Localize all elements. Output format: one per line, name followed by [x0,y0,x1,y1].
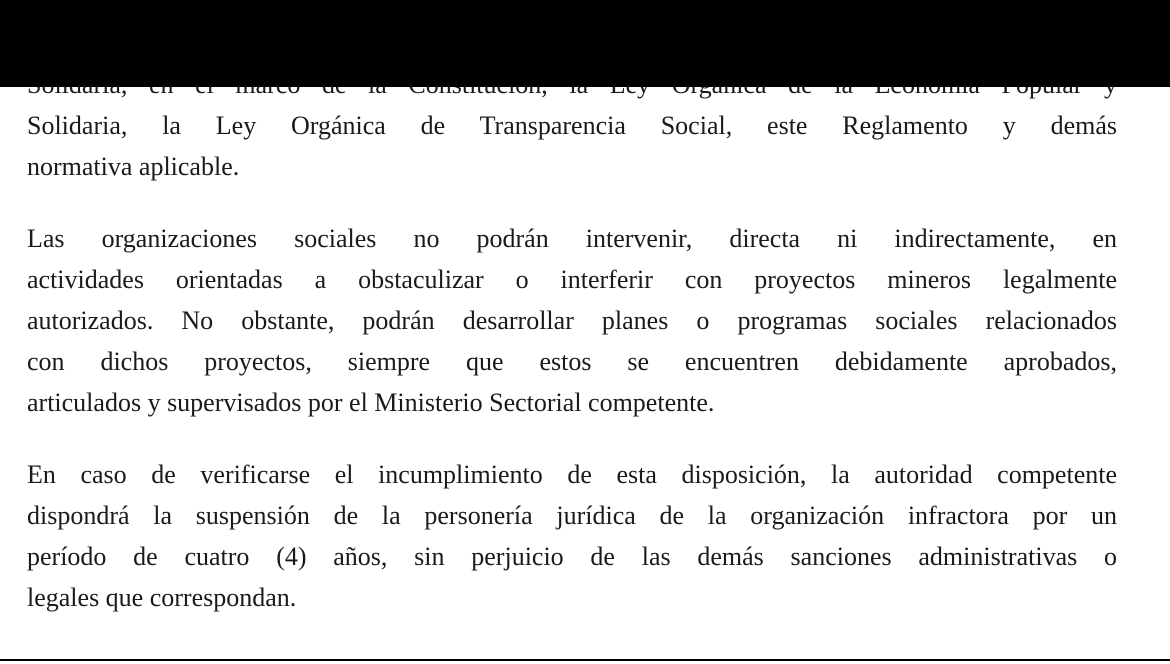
bottom-rule [0,659,1170,661]
text-line: legales que correspondan. [27,583,297,612]
paragraph-1 [27,105,1117,618]
text-line: período de cuatro (4) años, sin perjuicio de las demás sanciones administrativas o [27,542,1117,571]
text-line: Solidaria, la Ley Orgánica de Transparencia Social, este Reglamento y demás [27,111,1117,140]
text-line: dispondrá la suspensión de la personería jurídica de la organización infractora por un [27,501,1117,530]
text-line: autorizados. No obstante, podrán desarrollar planes o programas sociales relacionados [27,306,1117,335]
paragraph-2 [27,218,1117,423]
paragraph-3 [27,454,1117,618]
redaction-bar [0,0,1170,87]
text-line: articulados y supervisados por el Ministerio Sectorial competente. [27,388,715,417]
text-line: actividades orientadas a obstaculizar o interferir con proyectos mineros legalmente [27,265,1117,294]
text-line: con dichos proyectos, siempre que estos se encuentren debidamente aprobados, [27,347,1117,376]
text-line: Las organizaciones sociales no podrán intervenir, directa ni indirectamente, en [27,224,1117,253]
text-line: normativa aplicable. [27,152,240,181]
text-line: En caso de verificarse el incumplimiento de esta disposición, la autoridad competente [27,460,1117,489]
